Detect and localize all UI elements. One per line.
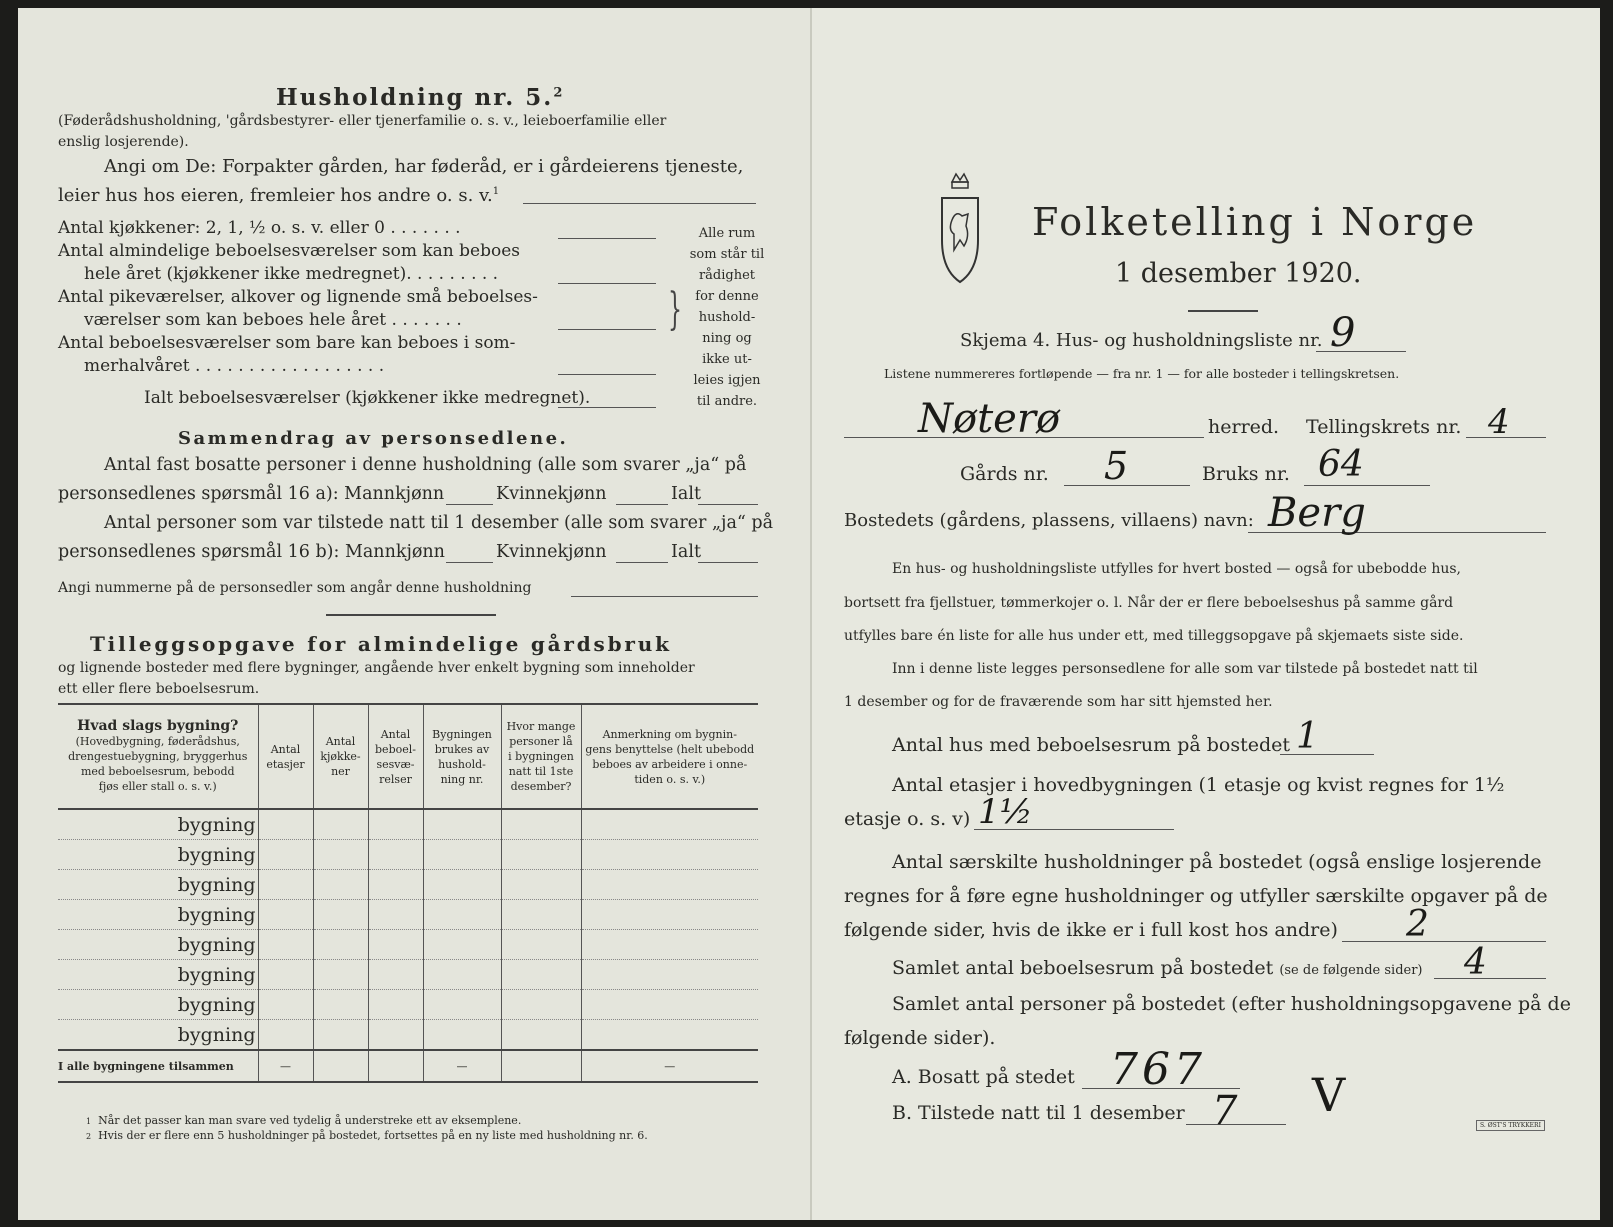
- row-label: bygning: [58, 870, 258, 900]
- household-title: Husholdning nr. 5.$^2$: [276, 84, 565, 111]
- sammendrag-1b: personsedlenes spørsmål 16 a): Mannkjønn: [58, 484, 445, 504]
- total-label: I alle bygningene tilsammen: [58, 1050, 258, 1082]
- table-row[interactable]: [58, 990, 758, 1020]
- bruks-value: 64: [1318, 444, 1364, 485]
- bosatt-value: 767: [1110, 1044, 1206, 1095]
- samlet-rum-value: 4: [1464, 942, 1487, 983]
- census-date: 1 desember 1920.: [1115, 258, 1362, 289]
- mann-1-answer[interactable]: [446, 504, 493, 505]
- krets-value: 4: [1488, 402, 1510, 442]
- kvinne-1-answer[interactable]: [616, 504, 668, 505]
- sarskilte-line-2: regnes for å føre egne husholdninger og utfyller særskilte opgaver på de: [844, 885, 1548, 907]
- total-husholdning: —: [423, 1050, 501, 1082]
- ialt-rooms: Ialt beboelsesværelser (kjøkkener ikke medregnet).: [144, 388, 591, 408]
- samlet-rum-label: Samlet antal beboelsesrum på bostedet (se de følgende sider): [892, 957, 1423, 979]
- right-page: [812, 8, 1600, 1220]
- angi-line-2: leier hus hos eieren, fremleier hos andre o. s. v.$^1$: [58, 185, 500, 206]
- rooms-line-5: værelser som kan beboes hele året . . . . . . .: [84, 310, 462, 330]
- listene-note: Listene nummereres fortløpende — fra nr. 1 — for alle bosteder i tellingskretsen.: [884, 366, 1400, 381]
- nummerne-answer[interactable]: [571, 596, 758, 597]
- skjema-label: Skjema 4. Hus- og husholdningsliste nr.: [960, 330, 1323, 351]
- brace-icon: }: [668, 284, 682, 335]
- title-divider: [1188, 310, 1258, 312]
- sarskilte-line-3: følgende sider, hvis de ikke er i full kost hos andre): [844, 919, 1338, 941]
- rooms-answer-1[interactable]: [558, 238, 656, 239]
- bruks-line[interactable]: [1304, 485, 1430, 486]
- samlet-pers-line-1: Samlet antal personer på bostedet (efter husholdningsopgavene på de: [892, 993, 1571, 1015]
- building-table: [58, 703, 758, 1083]
- hus-line[interactable]: [1280, 754, 1374, 755]
- row-label: bygning: [58, 1020, 258, 1051]
- etasjer-value: 1½: [978, 792, 1033, 832]
- ialt-1-label: Ialt: [671, 484, 701, 504]
- main-title: Folketelling i Norge: [1032, 200, 1478, 244]
- col-header-etasjer: Antal etasjer: [258, 704, 313, 809]
- bosted-label: Bostedets (gårdens, plassens, villaens) navn:: [844, 510, 1254, 531]
- rooms-line-1: Antal kjøkkener: 2, 1, ½ o. s. v. eller 0 . . . . . . .: [58, 218, 461, 238]
- census-sheet: [18, 8, 1600, 1220]
- hus-label: Antal hus med beboelsesrum på bostedet: [892, 734, 1291, 756]
- bosted-value: Berg: [1268, 490, 1366, 536]
- col-header-personer: Hvor mange personer lå i bygningen natt til 1ste desember?: [501, 704, 581, 809]
- nummerne-label: Angi nummerne på de personsedler som angår denne husholdning: [58, 580, 532, 596]
- table-row[interactable]: [58, 960, 758, 990]
- table-row[interactable]: [58, 809, 758, 840]
- footnote-1: 1 Når det passer kan man svare ved tydelig å understreke ett av eksemplene.: [86, 1114, 522, 1127]
- table-row[interactable]: [58, 900, 758, 930]
- table-total-row: [58, 1050, 758, 1082]
- kvinne-2-label: Kvinnekjønn: [496, 542, 607, 562]
- sammendrag-2a: Antal personer som var tilstede natt til 1 desember (alle som svarer „ja“ på: [104, 513, 774, 533]
- sarskilte-value: 2: [1406, 904, 1429, 945]
- col-header-husholdning: Bygningen brukes av hushold- ning nr.: [423, 704, 501, 809]
- tillegg-desc-2: ett eller flere beboelsesrum.: [58, 681, 260, 697]
- rooms-answer-3[interactable]: [558, 329, 656, 330]
- table-row[interactable]: [58, 840, 758, 870]
- info-line-1: En hus- og husholdningsliste utfylles for hvert bosted — også for ubebodde hus,: [892, 561, 1461, 577]
- rooms-line-3: hele året (kjøkkener ikke medregnet). . . . . . . . .: [84, 264, 499, 284]
- hus-value: 1: [1296, 716, 1319, 757]
- col-header-vaerelser: Antal beboel- sesvæ- relser: [368, 704, 423, 809]
- samlet-rum-line[interactable]: [1434, 978, 1546, 979]
- angi-answer-line[interactable]: [523, 203, 756, 204]
- row-label: bygning: [58, 840, 258, 870]
- row-label: bygning: [58, 809, 258, 840]
- mann-2-answer[interactable]: [446, 562, 493, 563]
- table-row[interactable]: [58, 870, 758, 900]
- krets-label: Tellingskrets nr.: [1306, 416, 1462, 438]
- kvinne-1-label: Kvinnekjønn: [496, 484, 607, 504]
- total-anmerkning: —: [581, 1050, 758, 1082]
- check-mark-icon: V: [1312, 1068, 1346, 1122]
- row-label: bygning: [58, 900, 258, 930]
- herred-label: herred.: [1208, 416, 1280, 438]
- rooms-line-4: Antal pikeværelser, alkover og lignende små beboelses-: [58, 287, 538, 307]
- info-line-4: Inn i denne liste legges personsedlene for alle som var tilstede på bostedet natt til: [892, 661, 1478, 677]
- sarskilte-line-1: Antal særskilte husholdninger på bostedet (også enslige losjerende: [892, 851, 1542, 873]
- tillegg-desc-1: og lignende bosteder med flere bygninger, angående hver enkelt bygning som inneholder: [58, 660, 695, 676]
- col-header-building: Hvad slags bygning? (Hovedbygning, føderådshus, drengestuebygning, bryggerhus med beboelsesrum, bebodd fjøs eller stall o. s. v.): [58, 704, 258, 809]
- footnote-2: 2 Hvis der er flere enn 5 husholdninger på bostedet, fortsettes på en ny liste med husholdning nr. 6.: [86, 1129, 648, 1142]
- sammendrag-title: Sammendrag av personsedlene.: [178, 428, 569, 449]
- row-label: bygning: [58, 990, 258, 1020]
- etasjer-line-2: etasje o. s. v): [844, 808, 971, 830]
- left-page: [18, 8, 812, 1220]
- table-row[interactable]: [58, 930, 758, 960]
- printer-stamp: S. ØST'S TRYKKERI: [1476, 1120, 1545, 1131]
- gards-label: Gårds nr.: [960, 463, 1049, 485]
- tilstede-label: B. Tilstede natt til 1 desember: [892, 1102, 1185, 1124]
- rooms-answer-2[interactable]: [558, 283, 656, 284]
- row-label: bygning: [58, 930, 258, 960]
- etasjer-line-1: Antal etasjer i hovedbygningen (1 etasje og kvist regnes for 1½: [892, 774, 1505, 796]
- kvinne-2-answer[interactable]: [616, 562, 668, 563]
- sarskilte-answer-line[interactable]: [1342, 941, 1546, 942]
- info-line-5: 1 desember og for de fraværende som har sitt hjemsted her.: [844, 694, 1273, 710]
- col-header-anmerkning: Anmerkning om bygnin- gens benyttelse (helt ubebodd beboes av arbeidere i onne- tiden o. s. v.): [581, 704, 758, 809]
- tilstede-value: 7: [1212, 1088, 1238, 1134]
- section-divider: [326, 614, 496, 616]
- ialt-rooms-answer[interactable]: [558, 407, 656, 408]
- info-line-3: utfylles bare én liste for alle hus under ett, med tilleggsopgave på skjemaets siste side.: [844, 628, 1464, 644]
- rooms-line-2: Antal almindelige beboelsesværelser som kan beboes: [58, 241, 520, 261]
- household-intro: (Føderådshusholdning, 'gårdsbestyrer- eller tjenerfamilie o. s. v., leieboerfamilie eller: [58, 113, 667, 129]
- col-header-kjokkener: Antal kjøkke- ner: [313, 704, 368, 809]
- angi-line-1: Angi om De: Forpakter gården, har føderåd, er i gårdeierens tjeneste,: [104, 156, 744, 177]
- gards-value: 5: [1104, 444, 1129, 488]
- rooms-note: Alle rum som står til rådighet for denne hushold- ning og ikke ut- leies igjen til andre.: [689, 226, 765, 409]
- rooms-line-7: merhalvåret . . . . . . . . . . . . . . . . . .: [84, 356, 385, 376]
- sammendrag-1a: Antal fast bosatte personer i denne husholdning (alle som svarer „ja“ på: [104, 455, 747, 475]
- coat-of-arms-icon: [938, 170, 982, 290]
- rooms-line-6: Antal beboelsesværelser som bare kan beboes i som-: [58, 333, 516, 353]
- household-intro-2: enslig losjerende).: [58, 134, 189, 150]
- herred-value: Nøterø: [918, 396, 1061, 442]
- info-line-2: bortsett fra fjellstuer, tømmerkojer o. l. Når der er flere beboelseshus på samme gård: [844, 595, 1454, 611]
- bosatt-label: A. Bosatt på stedet: [892, 1066, 1075, 1088]
- ialt-1-answer[interactable]: [698, 504, 758, 505]
- skjema-value: 9: [1330, 310, 1356, 356]
- sammendrag-2b: personsedlenes spørsmål 16 b): Mannkjønn: [58, 542, 445, 562]
- bruks-label: Bruks nr.: [1202, 463, 1290, 485]
- ialt-2-answer[interactable]: [698, 562, 758, 563]
- row-label: bygning: [58, 960, 258, 990]
- total-etasjer: —: [258, 1050, 313, 1082]
- samlet-pers-line-2: følgende sider).: [844, 1027, 996, 1049]
- table-row[interactable]: [58, 1020, 758, 1051]
- rooms-answer-4[interactable]: [558, 374, 656, 375]
- ialt-2-label: Ialt: [671, 542, 701, 562]
- tillegg-title: Tilleggsopgave for almindelige gårdsbruk: [90, 632, 672, 656]
